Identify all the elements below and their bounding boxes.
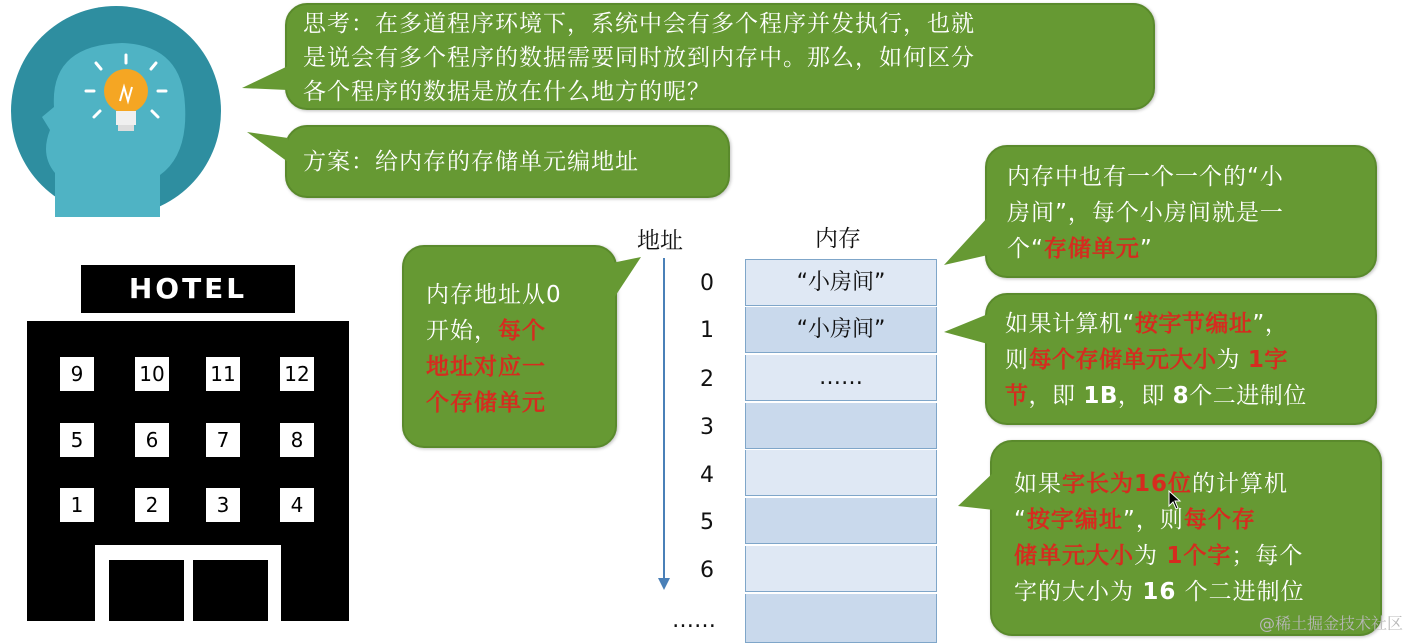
memory-cell: “小房间”: [745, 260, 937, 306]
byte-addressing-callout: [985, 293, 1377, 425]
address-start-line-1: 内存地址从0: [426, 282, 562, 308]
hotel-window: 2: [135, 488, 169, 522]
hotel-door-left: [109, 560, 184, 621]
word-addressing-line-1: 如果字长为16位的计算机: [1014, 471, 1289, 497]
thinking-callout-pointer: [240, 60, 290, 100]
solution-text: 方案：给内存的存储单元编地址: [303, 149, 639, 175]
hotel-window: 6: [135, 423, 169, 457]
memory-cell: [745, 450, 937, 496]
storage-unit-line-2: 房间”，每个小房间就是一: [1007, 200, 1284, 226]
word-addressing-line-3: 储单元大小为 1个字；每个: [1014, 543, 1304, 569]
storage-unit-callout-pointer: [942, 215, 990, 270]
address-start-callout: [402, 245, 617, 448]
memory-cell: [745, 403, 937, 449]
hotel-window: 4: [280, 488, 314, 522]
thinking-line-1: 思考：在多道程序环境下，系统中会有多个程序并发执行，也就: [303, 11, 975, 37]
thinking-callout: [285, 3, 1155, 110]
byte-addressing-callout-pointer: [942, 312, 990, 352]
storage-unit-line-3: 个“存储单元”: [1007, 236, 1153, 262]
byte-addressing-line-1: 如果计算机“按字节编址”，: [1005, 311, 1289, 337]
idea-head-icon: [10, 5, 222, 217]
mouse-cursor-icon: [1168, 490, 1182, 510]
word-addressing-callout-pointer: [956, 470, 996, 515]
hotel-window: 9: [60, 357, 94, 391]
hotel-window: 1: [60, 488, 94, 522]
word-addressing-line-2: “按字编址”，则每个存: [1014, 507, 1256, 533]
hotel-sign: HOTEL: [81, 265, 295, 313]
memory-column-header: 内存: [815, 226, 861, 252]
hotel-door-right: [193, 560, 268, 621]
hotel-window: 11: [206, 357, 240, 391]
hotel-window: 10: [135, 357, 169, 391]
hotel-window: 12: [280, 357, 314, 391]
storage-unit-callout: [985, 145, 1377, 278]
memory-cell: [745, 594, 937, 643]
address-label: 0: [700, 271, 714, 296]
address-label: 5: [700, 510, 714, 535]
address-label: 4: [700, 463, 714, 488]
memory-block: [745, 259, 937, 642]
address-label: ……: [672, 608, 716, 633]
word-addressing-callout: [990, 440, 1382, 636]
address-start-line-2: 开始，每个: [426, 318, 546, 344]
address-label: 2: [700, 367, 714, 392]
address-start-line-4: 个存储单元: [426, 390, 546, 416]
thinking-line-3: 各个程序的数据是放在什么地方的呢？: [303, 79, 711, 105]
memory-cell: [745, 546, 937, 592]
byte-addressing-line-2: 则每个存储单元大小为 1字: [1005, 347, 1288, 373]
word-addressing-line-4: 字的大小为 16 个二进制位: [1014, 579, 1305, 605]
address-direction-arrow: [656, 256, 672, 592]
solution-callout-pointer: [245, 128, 290, 168]
address-label: 3: [700, 415, 714, 440]
address-start-line-3: 地址对应一: [426, 354, 546, 380]
memory-cell: [745, 498, 937, 544]
address-label: 6: [700, 558, 714, 583]
hotel-window: 7: [206, 423, 240, 457]
address-start-callout-pointer: [608, 255, 643, 305]
hotel-window: 3: [206, 488, 240, 522]
memory-cell: “小房间”: [745, 307, 937, 353]
storage-unit-line-1: 内存中也有一个一个的“小: [1007, 164, 1284, 190]
address-column-header: 地址: [637, 228, 683, 254]
watermark: @稀土掘金技术社区: [1258, 614, 1403, 633]
byte-addressing-line-3: 节，即 1B，即 8个二进制位: [1005, 383, 1307, 409]
solution-callout: [285, 125, 730, 198]
hotel-window: 5: [60, 423, 94, 457]
address-label: 1: [700, 318, 714, 343]
hotel-window: 8: [280, 423, 314, 457]
thinking-line-2: 是说会有多个程序的数据需要同时放到内存中。那么，如何区分: [303, 45, 975, 71]
memory-cell: ……: [745, 355, 937, 401]
